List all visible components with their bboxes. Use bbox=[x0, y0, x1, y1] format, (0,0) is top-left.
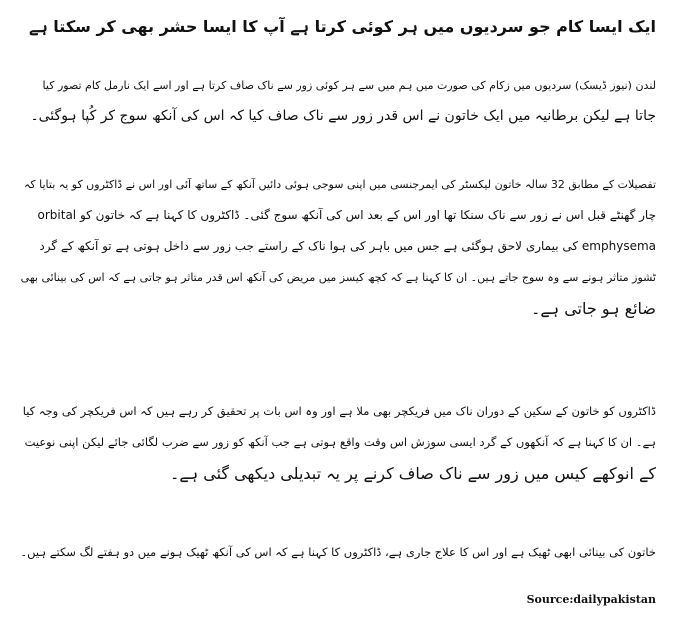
article-paragraph-1 bbox=[20, 70, 656, 132]
article-paragraph-2 bbox=[20, 169, 656, 324]
paragraph-line: تفصیلات کے مطابق 32 سالہ خاتون لیکسٹر کی ایمرجنسی میں اپنی سوجی ہوئی دائیں آنکھ کے ساتھ آئی اور اس نے ڈاکٹروں کو یہ بتایا کہ bbox=[23, 178, 656, 191]
paragraph-line: ڈاکٹروں کو خاتون کے سکین کے دوران ناک میں فریکچر بھی ملا ہے اور وہ اس بات پر تحقیق کر رہے ہیں کہ اس فریکچر کی وجہ کیا bbox=[22, 404, 656, 418]
paragraph-line: ہے۔ ان کا کہنا ہے کہ آنکھوں کے گرد ایسی سوزش اس وقت واقع ہوتی ہے جب آنکھ کو زور سے ضرب لگائی جائے لیکن اپنی نوعیت bbox=[24, 435, 656, 449]
paragraph-line: emphysema کی بیماری لاحق ہوگئی ہے جس میں باہر کی ہوا ناک کے راستے جب زور سے داخل ہوتی ہے تو آنکھ کے گرد bbox=[39, 239, 656, 253]
article-paragraph-3 bbox=[20, 396, 656, 489]
article-paragraph-4 bbox=[20, 537, 656, 568]
paragraph-line: کے انوکھے کیس میں زور سے ناک صاف کرنے پر یہ تبدیلی دیکھی گئی ہے۔ bbox=[170, 464, 656, 483]
paragraph-line: چار گھنٹے قبل اس نے زور سے ناک سنکا تھا اور اس کے بعد اس کی آنکھ سوج گئی۔ ڈاکٹروں کا کہنا ہے کہ خاتون کو orbital bbox=[37, 208, 656, 222]
paragraph-line: جاتا ہے لیکن برطانیہ میں ایک خاتون نے اس قدر زور سے ناک صاف کیا کہ اس کی آنکھ سوج کر کُپا ہوگئی۔ bbox=[30, 108, 656, 124]
paragraph-line: ضائع ہو جاتی ہے۔ bbox=[530, 299, 656, 318]
paragraph-line: ٹشوز متاثر ہونے سے وہ سوج جاتے ہیں۔ ان کا کہنا ہے کہ کچھ کیسز میں مریض کی آنکھ اس قدر متاثر ہو جاتی ہے کہ اس کی بینائی بھی bbox=[20, 271, 656, 284]
article-title: ایک ایسا کام جو سردیوں میں ہر کوئی کرتا ہے آپ کا ایسا حشر بھی کر سکتا ہے bbox=[28, 17, 656, 36]
source-credit: Source:dailypakistan bbox=[526, 593, 656, 606]
paragraph-line: لندن (نیوز ڈیسک) سردیوں میں زکام کی صورت میں ہم میں سے ہر کوئی زور سے ناک صاف کرتا ہے اور اسے ایک نارمل کام تصور کیا bbox=[42, 79, 656, 92]
paragraph-line: خاتون کی بینائی ابھی ٹھیک ہے اور اس کا علاج جاری ہے، ڈاکٹروں کا کہنا ہے کہ اس کی آنکھ ٹھیک ہونے میں دو ہفتے لگ سکتے ہیں۔ bbox=[20, 545, 656, 559]
